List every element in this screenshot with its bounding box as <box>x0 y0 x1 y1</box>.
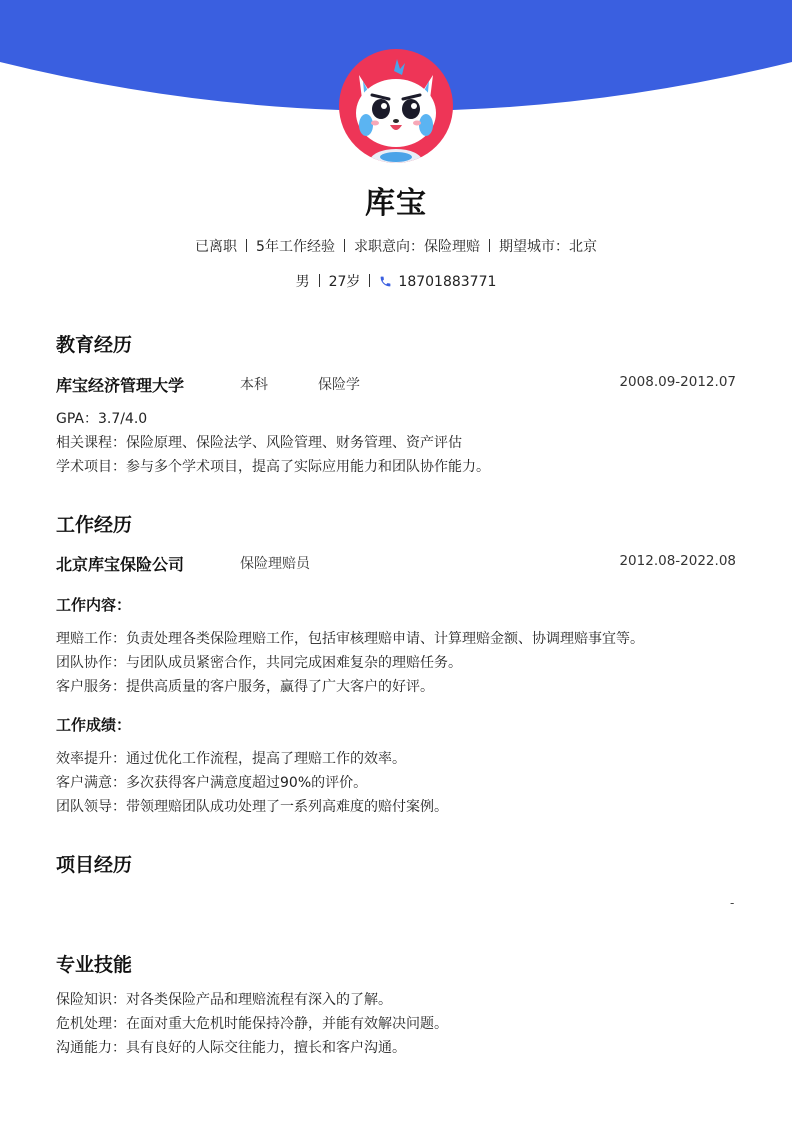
list-item: 危机处理：在面对重大危机时能保持冷静，并能有效解决问题。 <box>56 1016 448 1032</box>
divider <box>344 239 345 252</box>
work-entry <box>56 552 736 574</box>
education-date: 2008.09-2012.07 <box>619 374 736 390</box>
contact-line <box>0 271 792 291</box>
divider <box>319 274 320 287</box>
section-title-projects: 项目经历 <box>56 854 133 876</box>
job-intent: 求职意向：保险理赔 <box>353 239 480 255</box>
phone-icon <box>379 275 392 288</box>
work-date: 2012.08-2022.08 <box>619 553 736 569</box>
list-item: 沟通能力：具有良好的人际交往能力，擅长和客户沟通。 <box>56 1040 406 1056</box>
education-details <box>56 407 746 479</box>
list-item: 相关课程：保险原理、保险法学、风险管理、财务管理、资产评估 <box>56 435 462 451</box>
list-item: 团队协作：与团队成员紧密合作，共同完成困难复杂的理赔任务。 <box>56 655 462 671</box>
company-name: 北京库宝保险公司 <box>56 555 185 574</box>
degree: 本科 <box>240 377 268 393</box>
employment-status: 已离职 <box>195 239 238 255</box>
list-item: 团队领导：带领理赔团队成功处理了一系列高难度的赔付案例。 <box>56 799 448 815</box>
work-content-title: 工作内容： <box>56 596 132 614</box>
work-achievement-list <box>56 747 746 819</box>
expected-city: 期望城市：北京 <box>498 239 597 255</box>
list-item: 客户服务：提供高质量的客户服务，赢得了广大客户的好评。 <box>56 679 434 695</box>
list-item: 学术项目：参与多个学术项目，提高了实际应用能力和团队协作能力。 <box>56 459 490 475</box>
phone-number[interactable]: 18701883771 <box>398 274 497 290</box>
avatar <box>339 49 453 163</box>
divider <box>369 274 370 287</box>
candidate-name: 库宝 <box>365 186 427 221</box>
section-title-skills: 专业技能 <box>56 954 133 976</box>
education-entry <box>56 373 736 395</box>
skills-list <box>56 988 746 1060</box>
list-item: 理赔工作：负责处理各类保险理赔工作，包括审核理赔申请、计算理赔金额、协调理赔事宜等。 <box>56 631 644 647</box>
gender: 男 <box>295 274 310 290</box>
age: 27岁 <box>328 274 361 290</box>
section-title-work: 工作经历 <box>56 514 133 536</box>
project-placeholder: - <box>730 896 735 910</box>
divider <box>489 239 490 252</box>
mascot-icon <box>339 49 453 163</box>
work-content-list <box>56 627 746 699</box>
divider <box>246 239 247 252</box>
section-title-education: 教育经历 <box>56 334 133 356</box>
experience-years: 5年工作经验 <box>256 239 335 255</box>
list-item: 客户满意：多次获得客户满意度超过90%的评价。 <box>56 775 368 791</box>
work-achievement-title: 工作成绩： <box>56 716 132 734</box>
list-item: 保险知识：对各类保险产品和理赔流程有深入的了解。 <box>56 992 392 1008</box>
summary-line <box>0 236 792 256</box>
list-item: 效率提升：通过优化工作流程，提高了理赔工作的效率。 <box>56 751 406 767</box>
list-item: GPA：3.7/4.0 <box>56 411 148 427</box>
job-position: 保险理赔员 <box>240 556 310 572</box>
major: 保险学 <box>318 377 360 393</box>
school-name: 库宝经济管理大学 <box>56 376 185 395</box>
